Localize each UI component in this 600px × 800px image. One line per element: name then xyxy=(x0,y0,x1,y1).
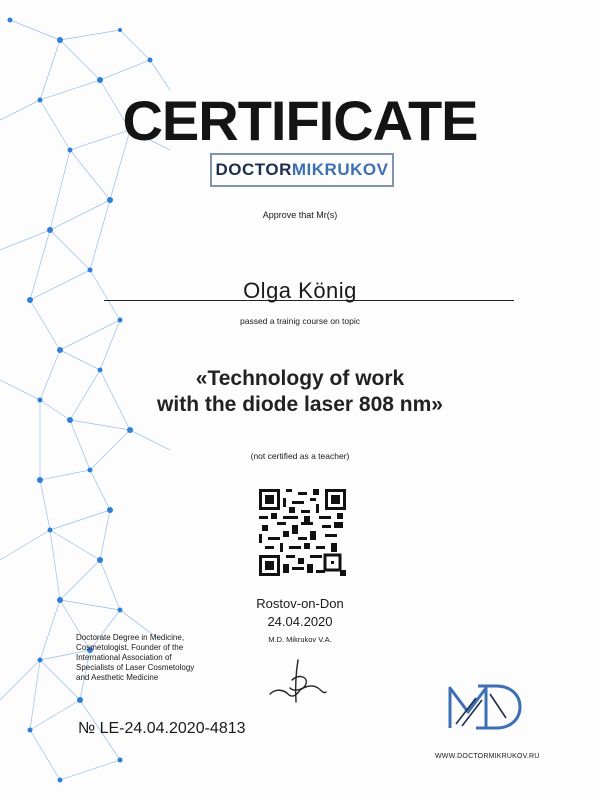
approve-text: Approve that Mr(s) xyxy=(262,210,338,220)
signer-credentials xyxy=(76,633,226,683)
credentials-line: International Association of xyxy=(76,653,172,662)
issue-city: Rostov-on-Don xyxy=(256,596,344,611)
brand-name-mikrukov: MIKRUKOV xyxy=(291,160,389,179)
credentials-line: and Aesthetic Medicine xyxy=(76,673,159,682)
brand-name-doctor: DOCTOR xyxy=(215,160,292,179)
course-title-line-1: «Technology of work xyxy=(195,367,405,390)
qr-code xyxy=(259,489,346,576)
teacher-note: (not certified as a teacher) xyxy=(250,451,350,461)
credentials-line: Cosmetologist, Founder of the xyxy=(76,643,184,652)
name-underline xyxy=(104,300,514,301)
handwritten-signature xyxy=(262,650,332,710)
passed-course-text: passed a trainig course on topic xyxy=(239,316,361,326)
course-title-line-2: with the diode laser 808 nm» xyxy=(157,393,443,416)
credentials-line: Doctorate Degree in Medicine, xyxy=(76,633,185,642)
certificate-title: CERTIFICATE xyxy=(122,89,478,152)
issue-date: 24.04.2020 xyxy=(267,614,333,629)
md-logo xyxy=(446,678,524,736)
recipient-name: Olga König xyxy=(243,278,357,303)
website-url: WWW.DOCTORMIKRUKOV.RU xyxy=(435,753,540,760)
signer-name: M.D. Mikrukov V.A. xyxy=(268,635,332,644)
course-title xyxy=(0,366,600,418)
brand-box xyxy=(210,153,394,187)
certificate-number: № LE-24.04.2020-4813 xyxy=(78,720,246,737)
credentials-line: Specialists of Laser Cosmetology xyxy=(76,663,195,672)
